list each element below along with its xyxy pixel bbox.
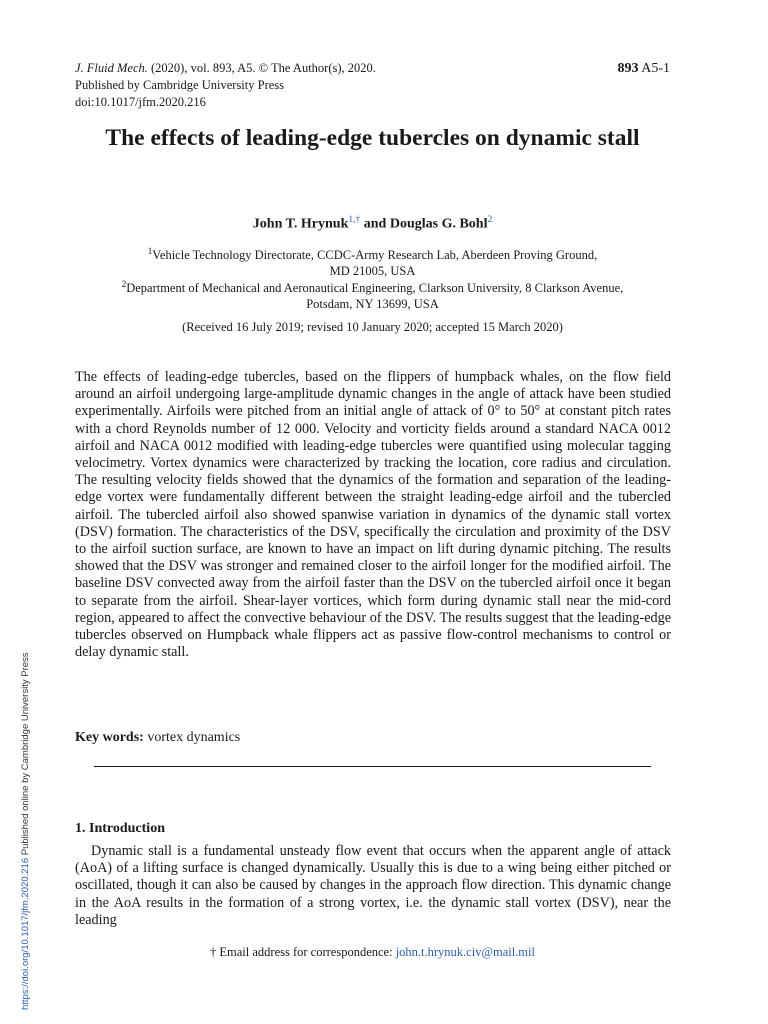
intro-paragraph: Dynamic stall is a fundamental unsteady flow event that occurs when the apparent angle of attack (AoA) of a lifting surface is changed dynamically. Usually this is due to a wing being either pitched or oscillated, though it can also be caused by changes in the approach flow direction. This dynamic change in the AoA results in the formation of a strong vortex, i.e. the dynamic stall vortex (DSV), near the leading: [75, 843, 671, 928]
section-heading: 1. Introduction: [75, 821, 165, 836]
author-line: [75, 215, 670, 233]
author-1-marker[interactable]: 1,†: [348, 215, 361, 225]
affiliation-1-line2: MD 21005, USA: [329, 264, 416, 279]
paper-title: The effects of leading-edge tubercles on dynamic stall: [105, 125, 640, 151]
affiliation-2-line1: Department of Mechanical and Aeronautical Engineering, Clarkson University, 8 Clarkson Avenue,: [126, 281, 624, 296]
footnote: [75, 945, 670, 960]
correspondence-email-link[interactable]: john.t.hrynuk.civ@mail.mil: [395, 945, 535, 959]
affiliation-1: [75, 243, 670, 279]
received-dates: (Received 16 July 2019; revised 10 January 2020; accepted 15 March 2020): [182, 320, 563, 334]
affiliation-2-number: 2: [121, 279, 127, 289]
author-1: John T. Hrynuk: [252, 216, 349, 232]
keywords: [75, 730, 240, 746]
header-doi: doi:10.1017/jfm.2020.216: [75, 95, 206, 109]
citation-details: (2020), vol. 893, A5. © The Author(s), 2020.: [147, 61, 376, 75]
affiliation-2: [75, 276, 670, 312]
author-2-marker[interactable]: 2: [487, 215, 493, 225]
page-number: [618, 60, 671, 77]
affiliation-1-number: 1: [147, 246, 153, 256]
volume-number: 893: [617, 61, 639, 76]
affiliation-1-line1: Vehicle Technology Directorate, CCDC-Army Research Lab, Aberdeen Proving Ground,: [152, 248, 598, 263]
keywords-label: Key words:: [75, 730, 144, 745]
journal-name: J. Fluid Mech.: [75, 61, 148, 75]
keywords-value[interactable]: vortex dynamics: [143, 730, 241, 745]
affiliation-2-line2: Potsdam, NY 13699, USA: [306, 297, 439, 312]
publisher-line: Published by Cambridge University Press: [75, 78, 285, 92]
footnote-text: † Email address for correspondence:: [210, 945, 396, 959]
article-number: A5-1: [638, 61, 670, 76]
abstract: The effects of leading-edge tubercles, based on the flippers of humpback whales, on the flow field around an airfoil undergoing large-amplitude dynamic changes in the angle of attack have been studied experimentally. Airfoils were pitched from an initial angle of attack of 0° to 50° at constant pitch rates with a chord Reynolds number of 12 000. Velocity and vorticity fields around a standard NACA 0012 airfoil and NACA 0012 modified with leading-edge tubercles were quantified using molecular tagging velocimetry. Vortex dynamics were characterized by tracking the location, core radius and circulation. The resulting velocity fields showed that the dynamics of the formation and separation of the leading-edge vortex were fundamentally different between the straight leading-edge airfoil and the tubercled airfoil. The tubercled airfoil also showed spanwise variation in dynamics of the dynamic stall vortex (DSV) formation. The characteristics of the DSV, specifically the circulation and proximity of the DSV to the airfoil suction surface, are known to have an impact on lift during dynamic pitching. The results showed that the DSV was stronger and remained closer to the airfoil longer for the modified airfoil. The baseline DSV convected away from the airfoil faster than the DSV on the tubercled airfoil once it began to separate from the airfoil. Shear-layer vortices, which form during dynamic stall near the mid-cord region, appeared to affect the convective behaviour of the DSV. The results suggest that the leading-edge tubercles observed on Humpback whale flippers act as passive flow-control mechanisms to control or delay dynamic stall.: [75, 369, 671, 661]
side-margin-text: [20, 652, 31, 1010]
journal-citation: [75, 60, 670, 77]
side-published-text: Published online by Cambridge University Press: [20, 652, 31, 858]
section-divider: [94, 766, 651, 767]
side-doi-link[interactable]: https://doi.org/10.1017/jfm.2020.216: [20, 857, 31, 1010]
author-2: Douglas G. Bohl: [389, 216, 488, 232]
page-header: [75, 60, 670, 111]
author-connector: and: [360, 216, 390, 232]
